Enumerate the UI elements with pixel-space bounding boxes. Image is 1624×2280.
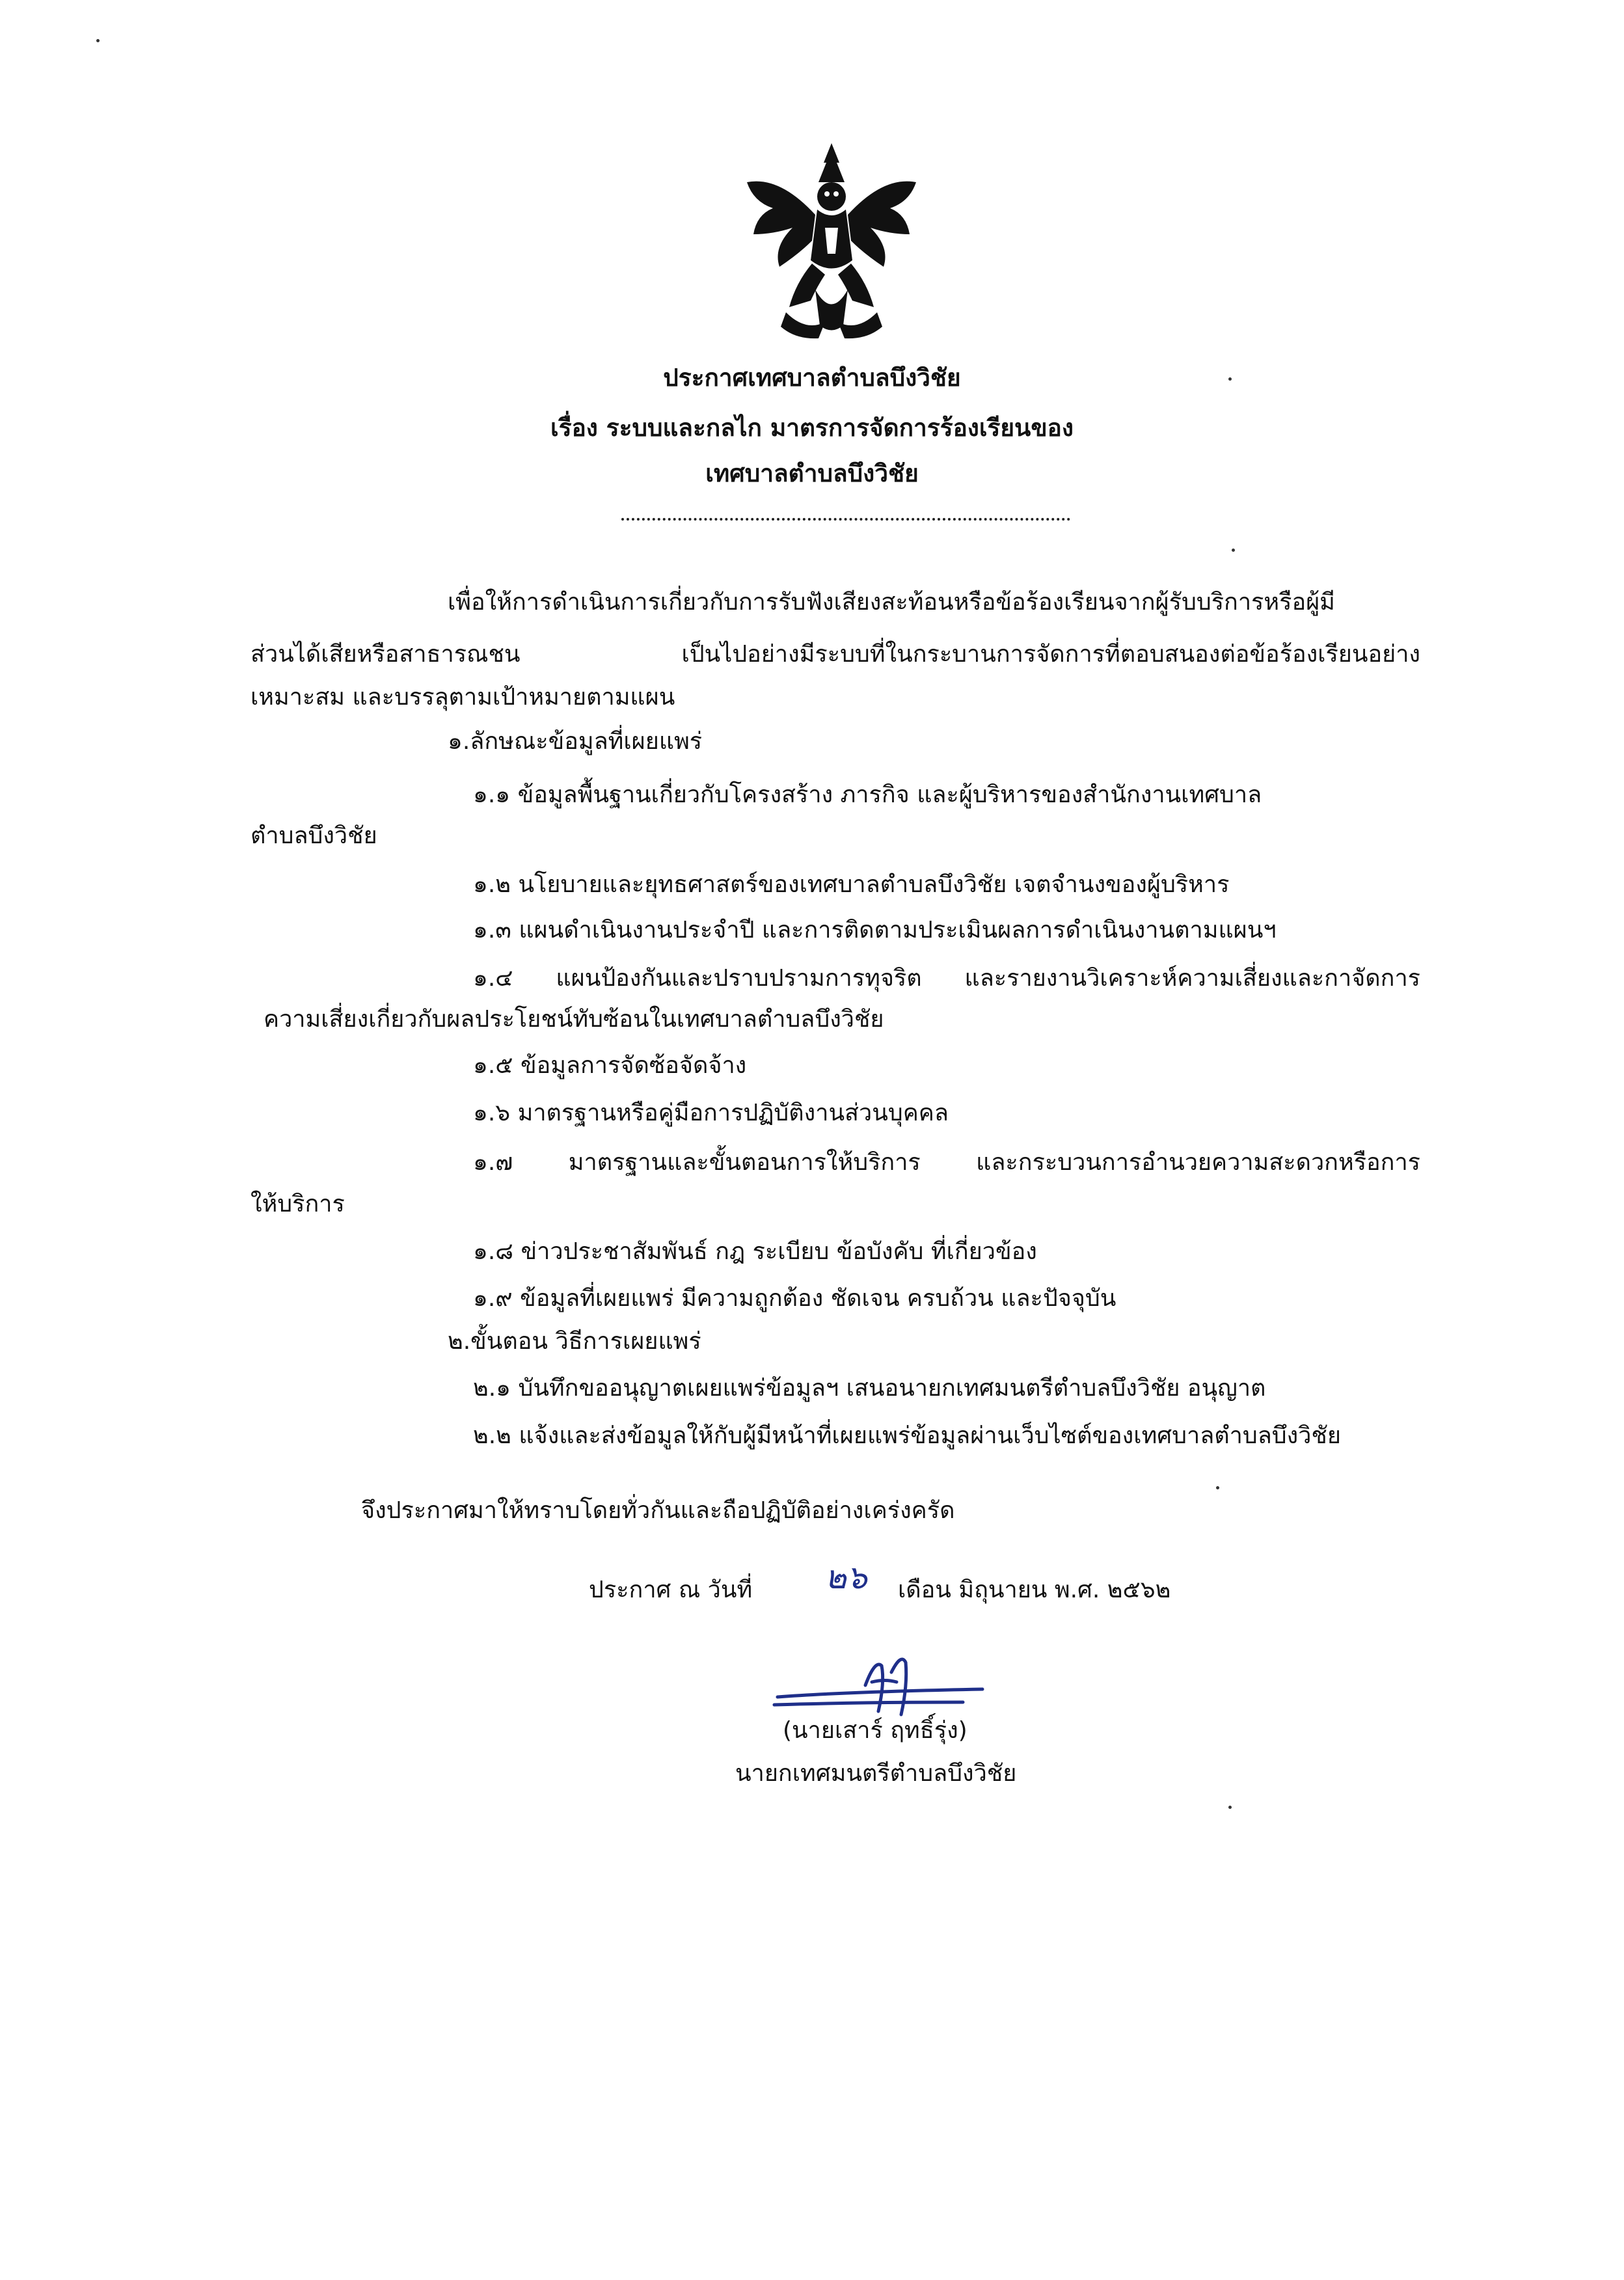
section-1-item-8: ๑.๘ ข่าวประชาสัมพันธ์ กฎ ระเบียบ ข้อบังคับ ที่เกี่ยวข้อง xyxy=(473,1238,1037,1265)
signature-mark xyxy=(768,1646,989,1724)
dotted-divider xyxy=(621,518,1070,521)
intro-line-3: เหมาะสม และบรรลุตามเป้าหมายตามแผน xyxy=(250,684,675,711)
section-1-heading: ๑.ลักษณะข้อมูลที่เผยแพร่ xyxy=(448,728,703,755)
intro-line-2: ส่วนได้เสียหรือสาธารณชน เป็นไปอย่างมีระบบที่ในกระบานการจัดการที่ตอบสนองต่อข้อร้องเรียนอย่าง xyxy=(250,641,1420,668)
section-1-item-5: ๑.๕ ข้อมูลการจัดซ้อจัดจ้าง xyxy=(473,1052,747,1079)
section-2-heading: ๒.ขั้นตอน วิธีการเผยแพร่ xyxy=(448,1328,701,1355)
signatory-position: นายกเทศมนตรีตำบลบึงวิชัย xyxy=(735,1760,1017,1787)
section-1-item-6: ๑.๖ มาตรฐานหรือคู่มือการปฏิบัติงานส่วนบุคคล xyxy=(473,1100,949,1126)
section-1-item-7: ๑.๗ มาตรฐานและขั้นตอนการให้บริการ และกระบวนการอำนวยความสะดวกหรือการ xyxy=(473,1149,1420,1176)
section-1-item-1: ๑.๑ ข้อมูลพื้นฐานเกี่ยวกับโครงสร้าง ภารกิจ และผู้บริหารของสำนักงานเทศบาล xyxy=(473,781,1262,808)
intro-line-1: เพื่อให้การดำเนินการเกี่ยวกับการรับฟังเสียงสะท้อนหรือข้อร้องเรียนจากผู้รับบริการหรือผู้มี xyxy=(448,589,1335,616)
date-month-year: เดือน มิถุนายน พ.ศ. ๒๕๖๒ xyxy=(898,1577,1171,1603)
signatory-name: (นายเสาร์ ฤทธิ์รุ่ง) xyxy=(783,1717,968,1744)
scan-speck xyxy=(1228,1806,1232,1809)
section-2-item-1: ๒.๑ บันทึกขออนุญาตเผยแพร่ข้อมูลฯ เสนอนายกเทศมนตรีตำบลบึงวิชัย อนุญาต xyxy=(473,1375,1266,1402)
scan-speck xyxy=(1216,1486,1219,1489)
section-2-item-2: ๒.๒ แจ้งและส่งข้อมูลให้กับผู้มีหน้าที่เผยแพร่ข้อมูลผ่านเว็บไซต์ของเทศบาลตำบลบึงวิชัย xyxy=(473,1422,1341,1449)
announcement-subject-continued: เทศบาลตำบลบึงวิชัย xyxy=(705,459,919,487)
scan-speck xyxy=(1228,377,1232,381)
section-1-item-1-continued: ตำบลบึงวิชัย xyxy=(250,822,377,849)
scan-speck xyxy=(96,39,100,42)
scan-speck xyxy=(1232,549,1235,552)
section-1-item-4-continued: ความเสี่ยงเกี่ยวกับผลประโยชน์ทับซ้อนในเทศบาลตำบลบึงวิชัย xyxy=(264,1006,884,1033)
date-label: ประกาศ ณ วันที่ xyxy=(589,1577,753,1603)
section-1-item-4: ๑.๔ แผนป้องกันและปราบปรามการทุจริต และรายงานวิเคราะห์ความเสี่ยงและกาจัดการ xyxy=(473,965,1420,992)
garuda-emblem-icon xyxy=(734,137,929,345)
section-1-item-9: ๑.๙ ข้อมูลที่เผยแพร่ มีความถูกต้อง ชัดเจน ครบถ้วน และปัจจุบัน xyxy=(473,1285,1116,1312)
section-1-item-7-continued: ให้บริการ xyxy=(250,1191,345,1217)
announcement-subject: เรื่อง ระบบและกลไก มาตรการจัดการร้องเรียนของ xyxy=(550,414,1074,442)
date-day-handwritten: ๒๖ xyxy=(825,1558,867,1596)
announcement-title: ประกาศเทศบาลตำบลบึงวิชัย xyxy=(663,364,961,392)
closing-statement: จึงประกาศมาให้ทราบโดยทั่วกันและถือปฏิบัติอย่างเคร่งครัด xyxy=(361,1497,955,1524)
section-1-item-2: ๑.๒ นโยบายและยุทธศาสตร์ของเทศบาลตำบลบึงวิชัย เจตจำนงของผู้บริหาร xyxy=(473,871,1230,898)
section-1-item-3: ๑.๓ แผนดำเนินงานประจำปี และการติดตามประเมินผลการดำเนินงานตามแผนฯ xyxy=(473,917,1277,943)
